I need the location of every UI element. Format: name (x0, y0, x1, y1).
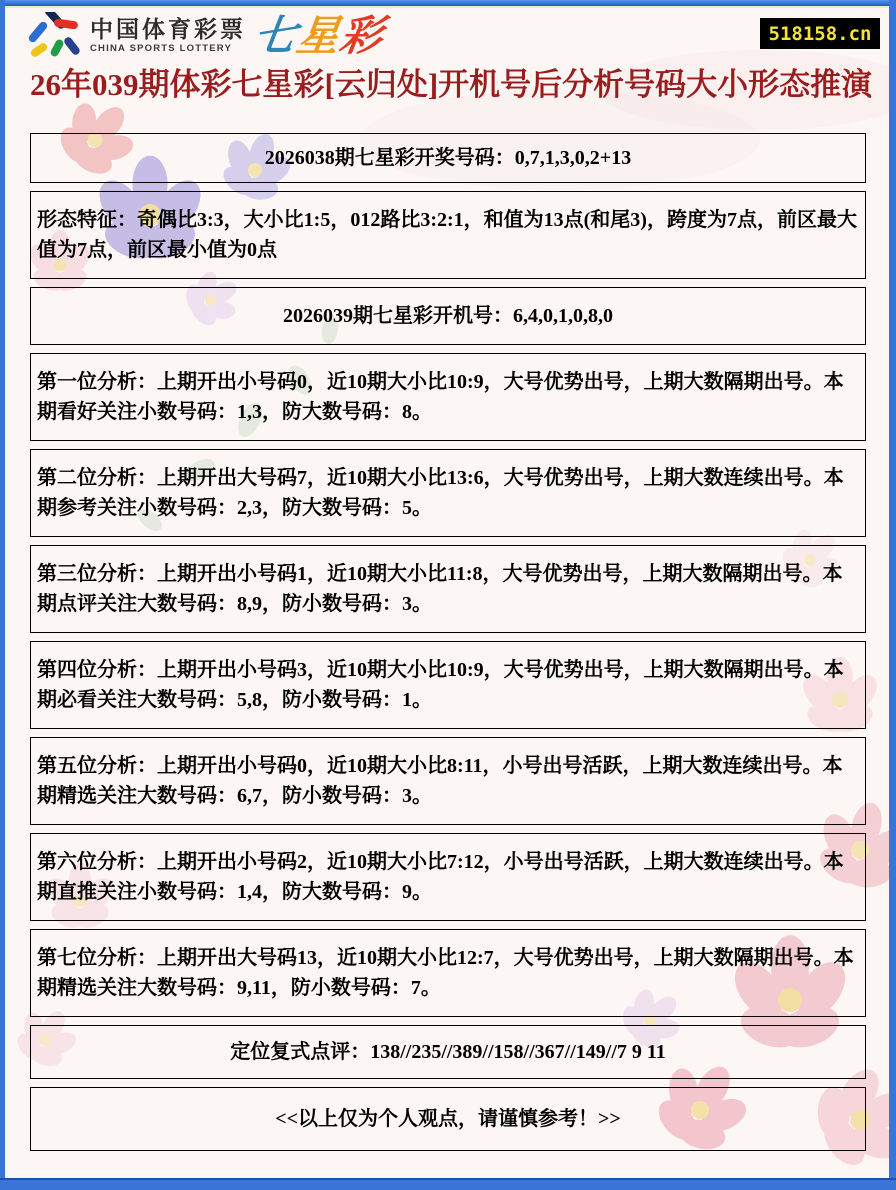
position-4-analysis-box: 第四位分析：上期开出小号码3，近10期大小比10:9，大号优势出号，上期大数隔期出号。本期必看关注大数号码：5,8，防小数号码：1。 (30, 641, 866, 729)
china-sports-lottery-logo-icon (24, 12, 82, 60)
page-frame-bottom (0, 1178, 896, 1190)
content-sections (30, 133, 866, 1159)
position-2-analysis-box: 第二位分析：上期开出大号码7，近10期大小比13:6，大号优势出号，上期大数连续出号。本期参考关注小数号码：2,3，防大数号码：5。 (30, 449, 866, 537)
wordmark-char: 七 (250, 12, 301, 59)
site-watermark-badge: 518158.cn (760, 18, 880, 49)
page-frame-right (889, 0, 896, 1190)
header (24, 12, 387, 60)
brand-name-cn: 中国体育彩票 (90, 17, 246, 43)
composite-review-box: 定位复式点评：138//235//389//158//367//149//7 9 11 (30, 1025, 866, 1079)
brand-text (90, 18, 246, 54)
page-frame-top (0, 0, 896, 8)
brand-name-en: CHINA SPORTS LOTTERY (90, 43, 233, 55)
previous-draw-result-box: 2026038期七星彩开奖号码：0,7,1,3,0,2+13 (30, 133, 866, 183)
position-6-analysis-box: 第六位分析：上期开出小号码2，近10期大小比7:12，小号出号活跃，上期大数连续出号。本期直推关注小数号码：1,4，防大数号码：9。 (30, 833, 866, 921)
position-3-analysis-box: 第三位分析：上期开出小号码1，近10期大小比11:8，大号优势出号，上期大数隔期出号。本期点评关注大数号码：8,9，防小数号码：3。 (30, 545, 866, 633)
position-1-analysis-box: 第一位分析：上期开出小号码0，近10期大小比10:9，大号优势出号，上期大数隔期出号。本期看好关注小数号码：1,3，防大数号码：8。 (30, 353, 866, 441)
position-5-analysis-box: 第五位分析：上期开出小号码0，近10期大小比8:11，小号出号活跃，上期大数连续出号。本期精选关注大数号码：6,7，防小数号码：3。 (30, 737, 866, 825)
position-7-analysis-box: 第七位分析：上期开出大号码13，近10期大小比12:7，大号优势出号，上期大数隔期出号。本期精选关注大数号码：9,11，防小数号码：7。 (30, 929, 866, 1017)
page-title: 26年039期体彩七星彩[云归处]开机号后分析号码大小形态推演 (30, 67, 873, 102)
machine-number-box: 2026039期七星彩开机号：6,4,0,1,0,8,0 (30, 287, 866, 345)
pattern-features-box: 形态特征：奇偶比3:3，大小比1:5，012路比3:2:1，和值为13点(和尾3)，跨度为7点，前区最大值为7点，前区最小值为0点 (30, 191, 866, 279)
wordmark-char: 彩 (336, 12, 387, 59)
wordmark-char: 星 (293, 12, 344, 59)
disclaimer-box: <<以上仅为个人观点，请谨慎参考！>> (30, 1087, 866, 1151)
page-frame-left (0, 0, 5, 1190)
qixingcai-wordmark (250, 12, 387, 59)
